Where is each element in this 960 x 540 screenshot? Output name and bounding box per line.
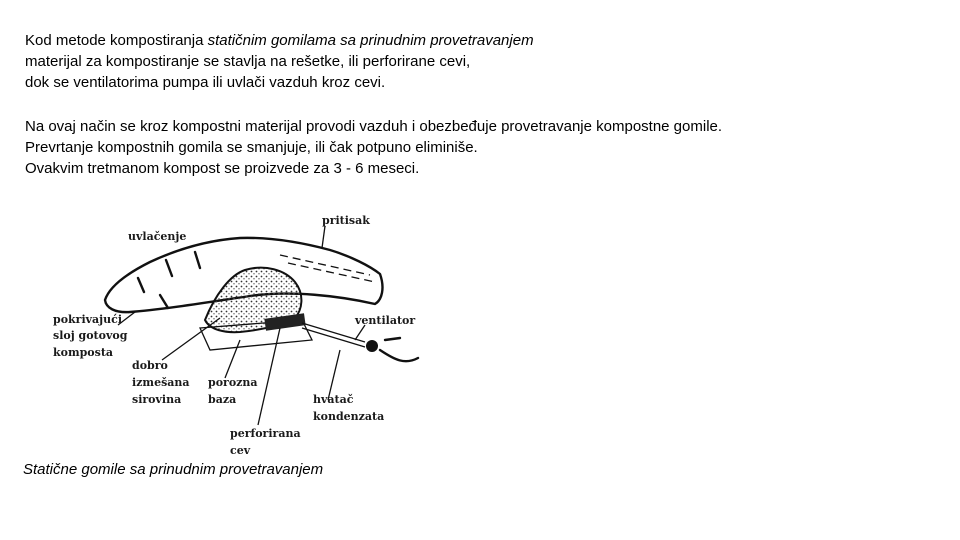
leader-pritisak: [322, 226, 325, 248]
label-pressure: pritisak: [322, 214, 370, 227]
effects-line-3: Ovakvim tretmanom kompost se proizvede za 3 - 6 meseci.: [25, 160, 420, 177]
label-condensate-1: hvatač: [313, 393, 354, 406]
effects-paragraph: [25, 116, 722, 179]
label-cover-2: sloj gotovog: [53, 329, 128, 342]
label-condensate-2: kondenzata: [313, 410, 385, 423]
method-name: statičnim gomilama sa prinudnim provetravanjem: [207, 32, 534, 49]
leader-pipe: [258, 328, 280, 425]
effects-line-2: Prevrtanje kompostnih gomila se smanjuje, ili čak potpuno eliminiše.: [25, 139, 478, 156]
exhaust-arrow-2: [385, 338, 400, 340]
suction-arrow-1: [138, 278, 144, 292]
suction-arrow-3: [195, 252, 200, 268]
label-mix-1: dobro: [132, 359, 168, 372]
label-mix-3: sirovina: [132, 393, 182, 406]
intro-line-3: dok se ventilatorima pumpa ili uvlači vazduh kroz cevi.: [25, 74, 386, 91]
suction-arrow-4: [160, 295, 168, 308]
label-base-2: baza: [208, 393, 237, 406]
label-pipe-1: perforirana: [230, 427, 301, 440]
label-suction: uvlačenje: [128, 230, 187, 243]
leader-base: [225, 340, 240, 378]
label-mix-2: izmešana: [132, 376, 190, 389]
label-base-1: porozna: [208, 376, 258, 389]
intro-line-2: materijal za kompostiranje se stavlja na rešetke, ili perforirane cevi,: [25, 53, 471, 70]
label-cover-3: komposta: [53, 346, 114, 359]
suction-arrow-2: [166, 260, 172, 276]
compost-pile-diagram: [40, 200, 440, 465]
fan-icon: [366, 340, 378, 352]
leader-ventilator: [355, 325, 365, 340]
intro-line-1: Kod metode kompostiranja statičnim gomilama sa prinudnim provetravanjem: [25, 32, 534, 49]
exhaust-arrow: [380, 350, 418, 361]
label-fan: ventilator: [355, 314, 416, 327]
intro-paragraph: [25, 30, 534, 93]
leader-mix: [162, 318, 220, 360]
label-cover-1: pokrivajući: [53, 313, 122, 326]
effects-line-1: Na ovaj način se kroz kompostni materijal provodi vazduh i obezbeđuje provetravanje kompostne gomile.: [25, 118, 723, 135]
pressure-dash-1: [280, 255, 370, 275]
label-pipe-2: cev: [230, 444, 251, 457]
figure-caption: Statične gomile sa prinudnim provetravanjem: [23, 461, 324, 478]
